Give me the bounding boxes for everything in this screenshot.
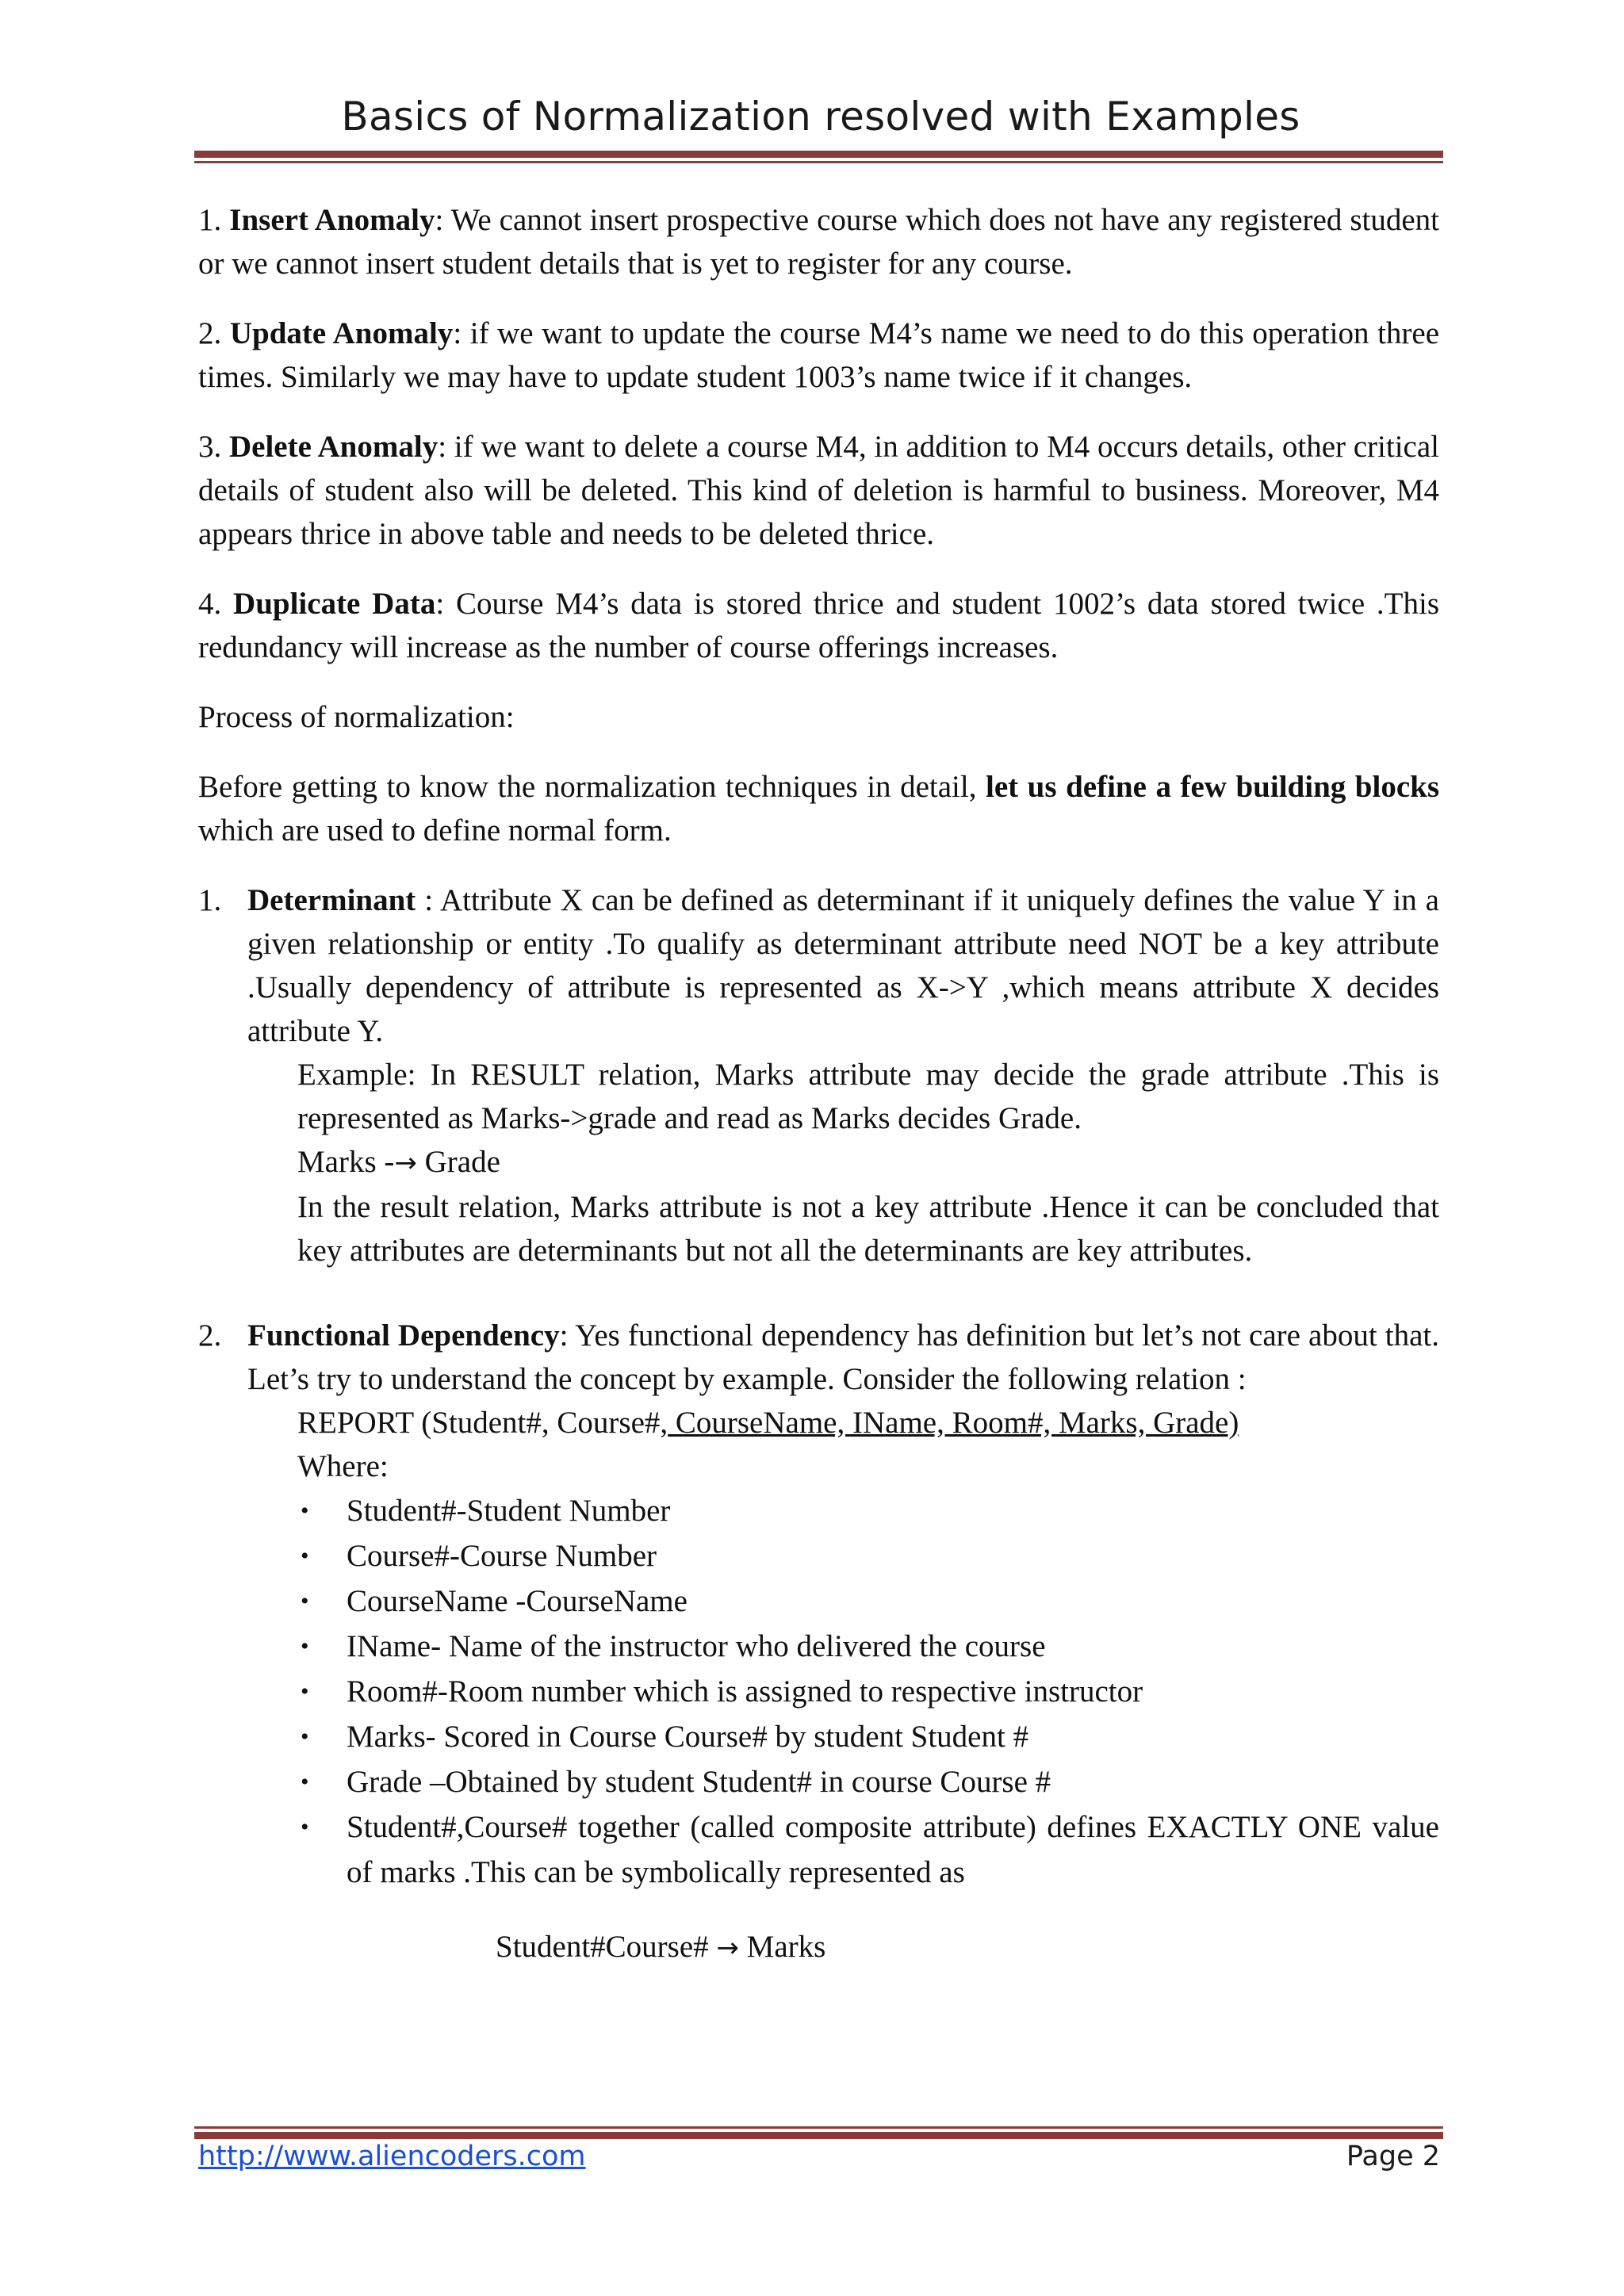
list-item: • IName- Name of the instructor who delivered the course: [297, 1624, 1439, 1669]
list-item: • Room#-Room number which is assigned to respective instructor: [297, 1669, 1439, 1714]
attribute-list: [297, 1488, 1439, 1895]
bullet-icon: •: [301, 1814, 309, 1840]
arrow-icon: →: [394, 1147, 417, 1179]
intro-paragraph: Before getting to know the normalization techniques in detail, let us define a few building blocks which are used to define normal form.: [198, 770, 1440, 848]
where-label: Where:: [297, 1449, 389, 1483]
determinant-term: Determinant: [247, 883, 416, 917]
duplicate-data-paragraph: 4. Duplicate Data: Course M4’s data is stored thrice and student 1002’s data stored twice .This redundancy will increase as the number of course offerings increases.: [198, 587, 1440, 664]
bullet-icon: •: [301, 1678, 309, 1705]
page-header-title: Basics of Normalization resolved with Examples: [341, 94, 1300, 140]
bullet-icon: •: [301, 1543, 309, 1569]
determinant-item: 1. Determinant : Attribute X can be defined as determinant if it uniquely defines the value Y in a given relationship or entity .To qualify as determinant attribute need NOT be a key attribute .Usually dependency of attribute is represented as X->Y ,which means attribute X decides attribute Y.: [198, 883, 1439, 1048]
bullet-icon: •: [301, 1633, 309, 1659]
bullet-icon: •: [301, 1498, 309, 1524]
list-item: • Grade –Obtained by student Student# in course Course #: [297, 1759, 1439, 1804]
update-anomaly-term: Update Anomaly: [229, 316, 454, 350]
insert-anomaly-paragraph: 1. Insert Anomaly: We cannot insert prospective course which does not have any registered student or we cannot insert student details that is yet to register for any course.: [198, 203, 1439, 281]
list-item: • Student#,Course# together (called composite attribute) defines EXACTLY ONE value of marks .This can be symbolically represented as: [297, 1804, 1439, 1895]
delete-anomaly-paragraph: 3. Delete Anomaly: if we want to delete a course M4, in addition to M4 occurs details, other critical details of student also will be deleted. This kind of deletion is harmful to business. Moreover, M4 appears thrice in above table and needs to be deleted thrice.: [198, 430, 1439, 551]
report-relation: REPORT (Student#, Course#, CourseName, IName, Room#, Marks, Grade): [297, 1406, 1239, 1440]
footer-website-link[interactable]: http://www.aliencoders.com: [198, 2141, 586, 2172]
list-item: • Student#-Student Number: [297, 1488, 1439, 1533]
delete-anomaly-term: Delete Anomaly: [229, 430, 439, 464]
determinant-example: Example: In RESULT relation, Marks attribute may decide the grade attribute .This is represented as Marks->grade and read as Marks decides Grade.: [297, 1058, 1439, 1135]
list-item: • CourseName -CourseName: [297, 1578, 1439, 1624]
insert-anomaly-term: Insert Anomaly: [229, 203, 435, 237]
header-divider: [194, 151, 1443, 163]
page-number: Page 2: [1346, 2141, 1440, 2172]
functional-dependency-term: Functional Dependency: [247, 1318, 560, 1353]
process-heading: Process of normalization:: [198, 700, 515, 734]
update-anomaly-paragraph: 2. Update Anomaly: if we want to update the course M4’s name we need to do this operation three times. Similarly we may have to update student 1003’s name twice if it changes.: [198, 316, 1440, 394]
list-item: • Marks- Scored in Course Course# by student Student #: [297, 1714, 1439, 1759]
bullet-icon: •: [301, 1588, 309, 1614]
functional-dependency-formula: Student#Course# → Marks: [496, 1930, 826, 1964]
determinant-formula: Marks -→ Grade: [297, 1145, 500, 1179]
arrow-icon: →: [716, 1932, 739, 1964]
list-item: • Course#-Course Number: [297, 1533, 1439, 1578]
footer-divider: [194, 2126, 1443, 2139]
functional-dependency-item: 2. Functional Dependency: Yes functional dependency has definition but let’s not care about that. Let’s try to understand the concept by example. Consider the following relation :: [198, 1318, 1440, 1396]
determinant-conclusion: In the result relation, Marks attribute is not a key attribute .Hence it can be concluded that key attributes are determinants but not all the determinants are key attributes.: [297, 1190, 1439, 1268]
bullet-icon: •: [301, 1724, 309, 1750]
duplicate-data-term: Duplicate Data: [233, 587, 436, 621]
bullet-icon: •: [301, 1769, 309, 1795]
document-body: [198, 198, 1439, 1970]
